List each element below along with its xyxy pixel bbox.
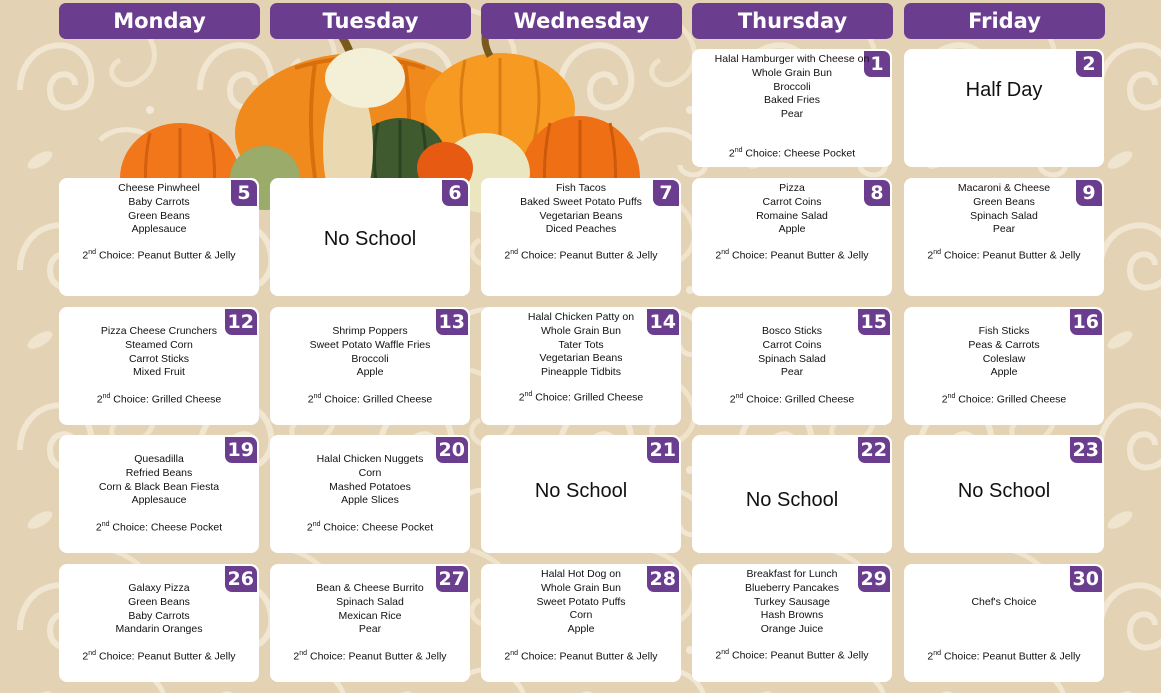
menu-item: Romaine Salad bbox=[756, 209, 828, 222]
calendar-day-29 bbox=[692, 564, 892, 682]
menu-item: Halal Hamburger with Cheese on bbox=[714, 53, 870, 65]
menu-item: Blueberry Pancakes bbox=[745, 581, 839, 594]
menu-item: Hash Browns bbox=[760, 609, 824, 622]
menu-item: Baked Sweet Potato Puffs bbox=[520, 195, 642, 208]
calendar-day-7 bbox=[481, 178, 681, 296]
calendar-day-22 bbox=[692, 435, 892, 553]
date-badge: 21 bbox=[647, 437, 679, 463]
date-badge: 8 bbox=[864, 180, 890, 206]
menu-item: Mexican Rice bbox=[338, 609, 402, 622]
menu-item: Baked Fries bbox=[763, 94, 821, 107]
calendar-day-30 bbox=[904, 564, 1104, 682]
menu-items bbox=[59, 582, 259, 637]
menu-item: Sweet Potato Puffs bbox=[536, 595, 626, 608]
menu-item: Quesadilla bbox=[134, 453, 184, 465]
menu-item: Apple bbox=[778, 223, 806, 236]
menu-item: Whole Grain Bun bbox=[541, 324, 621, 337]
day-header-monday: Monday bbox=[59, 3, 260, 39]
calendar-day-13 bbox=[270, 307, 470, 425]
calendar-day-8 bbox=[692, 178, 892, 296]
day-header-wednesday: Wednesday bbox=[481, 3, 682, 39]
date-badge: 14 bbox=[647, 309, 679, 335]
calendar-day-9 bbox=[904, 178, 1104, 296]
day-note: No School bbox=[534, 480, 628, 502]
date-badge: 27 bbox=[436, 566, 468, 592]
second-choice: 2nd Choice: Peanut Butter & Jelly bbox=[927, 249, 1081, 262]
menu-item: Fish Sticks bbox=[978, 325, 1030, 337]
day-note: Half Day bbox=[965, 79, 1043, 101]
menu-items bbox=[904, 325, 1104, 380]
second-choice: 2nd Choice: Peanut Butter & Jelly bbox=[82, 650, 236, 663]
menu-item: Corn bbox=[569, 609, 593, 622]
date-badge: 7 bbox=[653, 180, 679, 206]
menu-item: Apple bbox=[567, 623, 595, 636]
date-badge: 12 bbox=[225, 309, 257, 335]
calendar-day-1 bbox=[692, 49, 892, 167]
menu-item: Breakfast for Lunch bbox=[746, 568, 838, 580]
day-note: No School bbox=[323, 228, 417, 250]
menu-item: Refried Beans bbox=[125, 466, 193, 479]
menu-item: Vegetarian Beans bbox=[539, 209, 623, 222]
menu-items bbox=[692, 53, 892, 122]
menu-item: Diced Peaches bbox=[545, 223, 617, 236]
menu-item: Spinach Salad bbox=[758, 352, 826, 365]
menu-item: Bean & Cheese Burrito bbox=[316, 582, 424, 594]
menu-item: Green Beans bbox=[128, 209, 190, 222]
day-header-friday: Friday bbox=[904, 3, 1105, 39]
menu-item: Pear bbox=[780, 108, 804, 121]
menu-item: Pear bbox=[992, 223, 1016, 236]
menu-item: Tater Tots bbox=[558, 338, 604, 351]
date-badge: 29 bbox=[858, 566, 890, 592]
menu-item: Mashed Potatoes bbox=[329, 480, 411, 493]
menu-item: Broccoli bbox=[773, 80, 811, 93]
calendar-day-28 bbox=[481, 564, 681, 682]
date-badge: 15 bbox=[858, 309, 890, 335]
date-badge: 26 bbox=[225, 566, 257, 592]
menu-item: Spinach Salad bbox=[970, 209, 1038, 222]
menu-item: Macaroni & Cheese bbox=[957, 182, 1051, 194]
calendar-day-12 bbox=[59, 307, 259, 425]
date-badge: 23 bbox=[1070, 437, 1102, 463]
menu-item: Bosco Sticks bbox=[761, 325, 823, 337]
menu-item: Apple Slices bbox=[341, 494, 399, 507]
second-choice: 2nd Choice: Peanut Butter & Jelly bbox=[504, 249, 658, 262]
menu-items bbox=[270, 325, 470, 380]
calendar-day-5 bbox=[59, 178, 259, 296]
menu-item: Vegetarian Beans bbox=[539, 352, 623, 365]
calendar-day-15 bbox=[692, 307, 892, 425]
menu-item: Pear bbox=[780, 366, 804, 379]
menu-item: Pizza bbox=[779, 182, 805, 194]
menu-items bbox=[692, 325, 892, 380]
second-choice: 2nd Choice: Grilled Cheese bbox=[96, 393, 222, 406]
menu-item: Orange Juice bbox=[760, 623, 824, 636]
second-choice: 2nd Choice: Cheese Pocket bbox=[95, 521, 223, 534]
date-badge: 28 bbox=[647, 566, 679, 592]
menu-item: Carrot Coins bbox=[762, 195, 822, 208]
menu-item: Galaxy Pizza bbox=[128, 582, 190, 594]
menu-item: Fish Tacos bbox=[556, 182, 606, 194]
menu-item: Shrimp Poppers bbox=[332, 325, 408, 337]
menu-item: Steamed Corn bbox=[125, 338, 193, 351]
second-choice: 2nd Choice: Peanut Butter & Jelly bbox=[293, 650, 447, 663]
day-note: No School bbox=[957, 480, 1051, 502]
date-badge: 22 bbox=[858, 437, 890, 463]
menu-item: Green Beans bbox=[128, 595, 190, 608]
menu-items bbox=[481, 568, 681, 637]
calendar-day-16 bbox=[904, 307, 1104, 425]
calendar-day-2 bbox=[904, 49, 1104, 167]
date-badge: 30 bbox=[1070, 566, 1102, 592]
menu-items bbox=[481, 182, 681, 237]
menu-item: Applesauce bbox=[131, 223, 187, 236]
menu-item: Whole Grain Bun bbox=[752, 66, 832, 79]
menu-item: Halal Chicken Patty on bbox=[527, 311, 635, 323]
menu-item: Chef's Choice bbox=[971, 596, 1037, 608]
calendar-day-19 bbox=[59, 435, 259, 553]
menu-item: Pineapple Tidbits bbox=[541, 366, 621, 379]
menu-item: Whole Grain Bun bbox=[541, 581, 621, 594]
menu-item: Carrot Coins bbox=[762, 338, 822, 351]
calendar-day-21 bbox=[481, 435, 681, 553]
menu-item: Pizza Cheese Crunchers bbox=[100, 325, 218, 337]
date-badge: 6 bbox=[442, 180, 468, 206]
second-choice: 2nd Choice: Peanut Butter & Jelly bbox=[82, 249, 236, 262]
calendar-day-23 bbox=[904, 435, 1104, 553]
menu-items bbox=[481, 311, 681, 380]
menu-item: Turkey Sausage bbox=[753, 595, 831, 608]
menu-items bbox=[59, 182, 259, 237]
second-choice: 2nd Choice: Peanut Butter & Jelly bbox=[927, 650, 1081, 663]
second-choice: 2nd Choice: Grilled Cheese bbox=[729, 393, 855, 406]
menu-item: Carrot Sticks bbox=[128, 352, 190, 365]
menu-item: Coleslaw bbox=[982, 352, 1026, 365]
date-badge: 19 bbox=[225, 437, 257, 463]
date-badge: 20 bbox=[436, 437, 468, 463]
day-header-tuesday: Tuesday bbox=[270, 3, 471, 39]
date-badge: 16 bbox=[1070, 309, 1102, 335]
menu-item: Apple bbox=[356, 366, 384, 379]
second-choice: 2nd Choice: Peanut Butter & Jelly bbox=[504, 650, 658, 663]
calendar-day-27 bbox=[270, 564, 470, 682]
menu-item: Corn & Black Bean Fiesta bbox=[98, 480, 220, 493]
calendar-day-6 bbox=[270, 178, 470, 296]
menu-item: Sweet Potato Waffle Fries bbox=[309, 338, 431, 351]
menu-item: Halal Hot Dog on bbox=[541, 568, 621, 580]
date-badge: 5 bbox=[231, 180, 257, 206]
date-badge: 9 bbox=[1076, 180, 1102, 206]
menu-items bbox=[904, 182, 1104, 237]
menu-item: Mandarin Oranges bbox=[115, 623, 203, 636]
second-choice: 2nd Choice: Grilled Cheese bbox=[941, 393, 1067, 406]
date-badge: 2 bbox=[1076, 51, 1102, 77]
menu-items bbox=[692, 568, 892, 637]
date-badge: 13 bbox=[436, 309, 468, 335]
menu-item: Halal Chicken Nuggets bbox=[316, 453, 424, 465]
second-choice: 2nd Choice: Peanut Butter & Jelly bbox=[715, 649, 869, 662]
day-header-thursday: Thursday bbox=[692, 3, 893, 39]
calendar-day-26 bbox=[59, 564, 259, 682]
second-choice: 2nd Choice: Grilled Cheese bbox=[307, 393, 433, 406]
menu-items bbox=[270, 582, 470, 637]
menu-items bbox=[692, 182, 892, 237]
second-choice: 2nd Choice: Cheese Pocket bbox=[306, 521, 434, 534]
menu-item: Pear bbox=[358, 623, 382, 636]
menu-item: Mixed Fruit bbox=[133, 366, 185, 379]
menu-item: Applesauce bbox=[131, 494, 187, 507]
calendar-day-20 bbox=[270, 435, 470, 553]
day-note: No School bbox=[745, 489, 839, 511]
second-choice: 2nd Choice: Grilled Cheese bbox=[518, 391, 644, 404]
menu-items bbox=[270, 453, 470, 508]
menu-item: Baby Carrots bbox=[128, 195, 190, 208]
date-badge: 1 bbox=[864, 51, 890, 77]
menu-items bbox=[59, 453, 259, 508]
menu-item: Cheese Pinwheel bbox=[118, 182, 200, 194]
menu-item: Baby Carrots bbox=[128, 609, 190, 622]
menu-item: Peas & Carrots bbox=[968, 338, 1040, 351]
menu-item: Broccoli bbox=[351, 352, 389, 365]
menu-item: Spinach Salad bbox=[336, 595, 404, 608]
menu-items bbox=[904, 596, 1104, 610]
calendar-day-14 bbox=[481, 307, 681, 425]
menu-item: Green Beans bbox=[973, 195, 1035, 208]
second-choice: 2nd Choice: Cheese Pocket bbox=[728, 147, 856, 160]
menu-item: Corn bbox=[358, 466, 382, 479]
menu-items bbox=[59, 325, 259, 380]
menu-item: Apple bbox=[990, 366, 1018, 379]
second-choice: 2nd Choice: Peanut Butter & Jelly bbox=[715, 249, 869, 262]
